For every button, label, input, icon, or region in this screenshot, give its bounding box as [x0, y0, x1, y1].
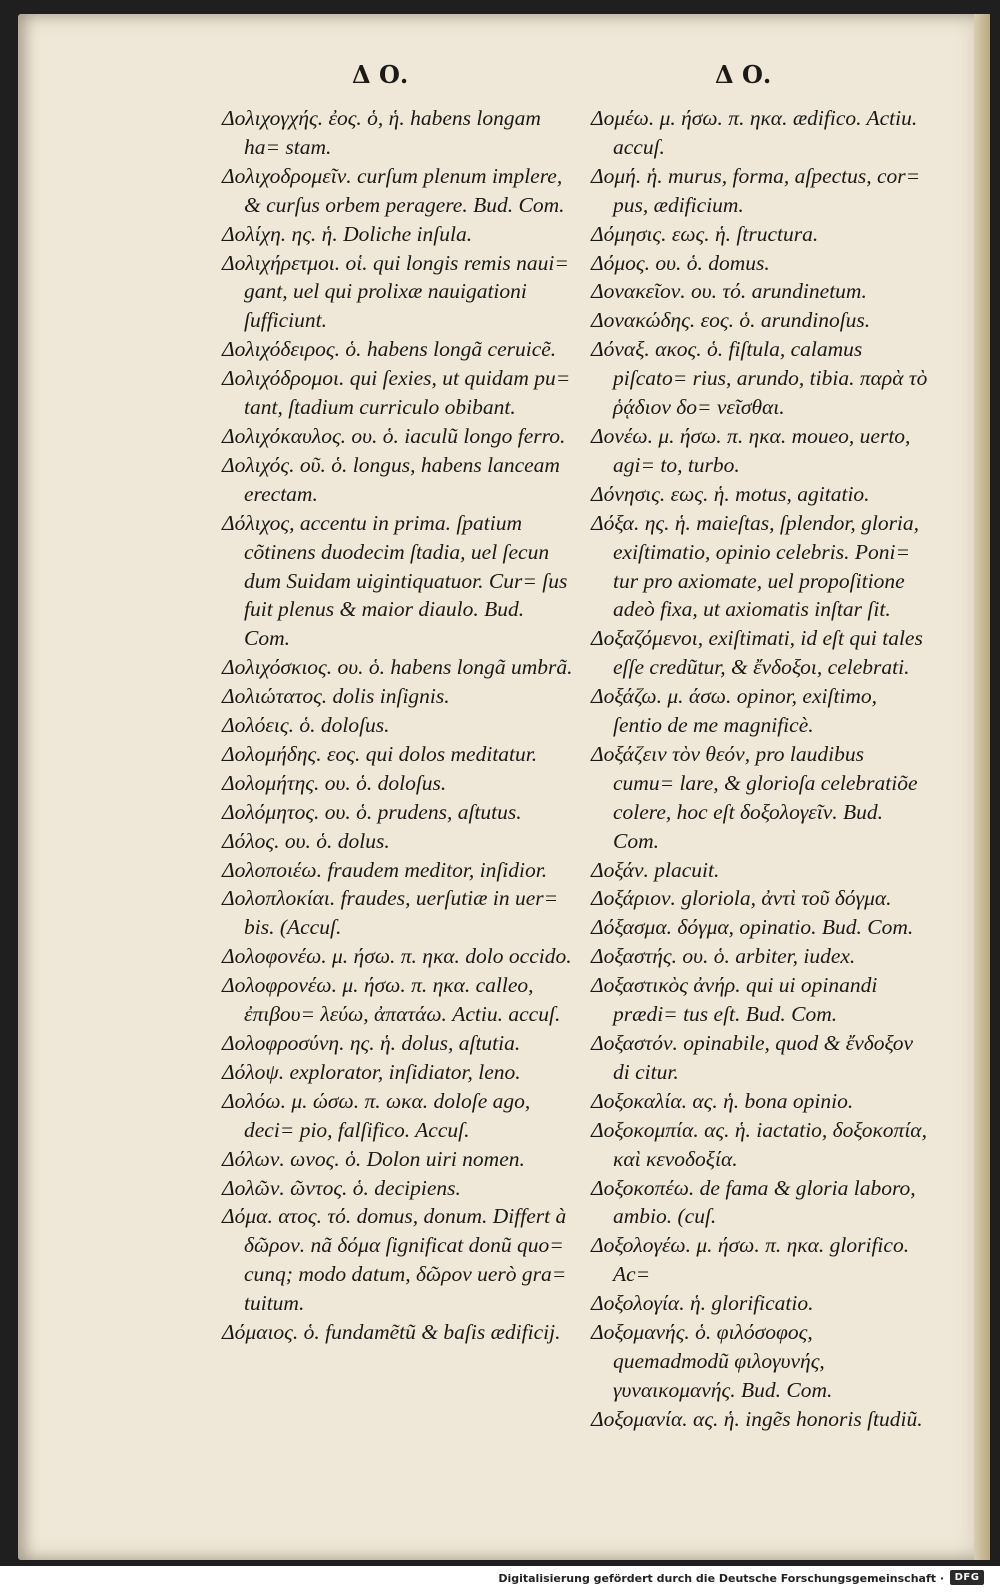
dictionary-entry: Δόμος. ου. ὁ. domus. — [591, 250, 770, 275]
dictionary-entry: Δοξάριον. gloriola, ἀντὶ τοῦ δόγμα. — [591, 886, 892, 911]
dictionary-entry: Δόμησις. εως. ἡ. ſtructura. — [591, 221, 819, 246]
dictionary-entry: Δόμαιος. ὁ. fundamẽtũ & baſis ædificij. — [222, 1320, 561, 1345]
dictionary-entry: Δολιχόσκιος. ου. ὁ. habens longã umbrã. — [222, 655, 573, 680]
dictionary-entry: Δοξολογία. ἡ. glorificatio. — [591, 1291, 814, 1316]
dfg-logo: DFG — [950, 1570, 984, 1585]
dictionary-entry: Δοξοκομπία. ας. ἡ. iactatio, δοξοκοπία, καὶ κενοδοξία. — [591, 1117, 927, 1171]
running-header-left: Δ Ο. — [352, 60, 409, 89]
dictionary-entry: Δονακώδης. εος. ὁ. arundinoſus. — [591, 308, 871, 333]
running-header-right: Δ Ο. — [715, 60, 772, 89]
dictionary-entry: Δολίχη. ης. ἡ. Doliche inſula. — [222, 221, 473, 246]
dictionary-entry: Δολιώτατος. dolis inſignis. — [222, 684, 450, 709]
dictionary-entry: Δόμα. ατος. τό. domus, donum. Differt à δῶρον. nã δόμα ſignificat donũ quo= cunq; modo datum, δῶρον uerò gra= tuitum. — [222, 1204, 567, 1316]
dictionary-entry: Δόλιχος, accentu in prima. ſpatium cõtinens duodecim ſtadia, uel ſecun dum Suidam uigintiquatuor. Cur= ſus fuit plenus & maior diaulo. Bud. Com. — [222, 510, 568, 651]
dictionary-entry: Δολομήτης. ου. ὁ. doloſus. — [222, 770, 447, 795]
dictionary-entry: Δοξομανής. ὁ. φιλόσοφος, quemadmodũ φιλογυνής, γυναικομανής. Bud. Com. — [591, 1320, 833, 1402]
dictionary-entry: Δολοποιέω. fraudem meditor, inſidior. — [222, 857, 548, 882]
dictionary-entry: Δόνησις. εως. ἡ. motus, agitatio. — [591, 481, 870, 506]
dictionary-entry: Δολόεις. ὁ. doloſus. — [222, 713, 390, 738]
dictionary-entry: Δολιχόκαυλος. ου. ὁ. iaculũ longo ferro. — [222, 423, 566, 448]
page-edge — [974, 14, 990, 1560]
dictionary-entry: Δολιχογχής. ἐος. ὁ, ἡ. habens longam ha= stam. — [222, 106, 541, 159]
dictionary-entry: Δόλων. ωνος. ὁ. Dolon uiri nomen. — [222, 1146, 525, 1171]
dictionary-entry: Δονέω. μ. ήσω. π. ηκα. moueo, uerto, agi= to, turbo. — [591, 423, 911, 477]
dictionary-entry: Δοξοκαλία. ας. ἡ. bona opinio. — [591, 1088, 854, 1113]
dictionary-entry: Δόξασμα. δόγμα, opinatio. Bud. Com. — [591, 915, 914, 940]
dictionary-entry: Δόλοψ. explorator, inſidiator, leno. — [222, 1059, 521, 1084]
dictionary-entry: Δοξαστής. ου. ὁ. arbiter, iudex. — [591, 944, 856, 969]
dictionary-entry: Δόξα. ης. ἡ. maieſtas, ſplendor, gloria, exiſtimatio, opinio celebris. Poni= tur pro axiomate, uel propoſitione adeò fixa, ut axiomatis inſtar ſit. — [591, 510, 920, 622]
dictionary-entry: Δολιχόδειρος. ὁ. habens longã ceruicẽ. — [222, 337, 557, 362]
dictionary-entry: Δολιχός. οῦ. ὁ. longus, habens lanceam erectam. — [222, 452, 560, 506]
left-column — [222, 104, 574, 1347]
funding-credit: Digitalisierung gefördert durch die Deutsche Forschungsgemeinschaft · — [498, 1572, 944, 1585]
dictionary-entry: Δομή. ἡ. murus, forma, aſpectus, cor= pus, ædificium. — [591, 163, 921, 217]
dictionary-entry: Δοξοκοπέω. de fama & gloria laboro, ambio. (cuſ. — [591, 1175, 916, 1229]
dictionary-entry: Δοξαζόμενοι, exiſtimati, id eſt qui tales eſſe credũtur, & ἔνδοξοι, celebrati. — [591, 626, 923, 680]
dictionary-entry: Δοξαστικὸς ἀνήρ. qui ui opinandi prædi= tus eſt. Bud. Com. — [591, 973, 878, 1027]
dictionary-entry: Δοξομανία. ας. ἡ. ingẽs honoris ſtudiũ. — [591, 1406, 923, 1431]
dictionary-entry: Δολόω. μ. ώσω. π. ωκα. doloſe ago, deci= pio, falſifico. Accuſ. — [222, 1088, 531, 1142]
dictionary-entry: Δολοφονέω. μ. ήσω. π. ηκα. dolo occido. — [222, 944, 572, 969]
dictionary-entry: Δολοφροσύνη. ης. ἡ. dolus, aſtutia. — [222, 1031, 521, 1055]
dictionary-entry: Δονακεῖον. ου. τό. arundinetum. — [591, 279, 867, 304]
dictionary-entry: Δολοπλοκίαι. fraudes, uerſutiæ in uer= bis. (Accuſ. — [222, 886, 559, 940]
dictionary-entry: Δομέω. μ. ήσω. π. ηκα. ædifico. Actiu. accuſ. — [591, 106, 918, 159]
dictionary-entry: Δοξάζω. μ. άσω. opinor, exiſtimo, ſentio de me magnificè. — [591, 684, 878, 738]
dictionary-entry: Δόλος. ου. ὁ. dolus. — [222, 828, 390, 853]
dictionary-entry: Δόναξ. ακος. ὁ. fiſtula, calamus piſcato= rius, arundo, tibia. παρὰ τὸ ῥᾴδιον δο= νεῖσθαι. — [591, 337, 928, 420]
dictionary-entry: Δοξάζειν τὸν θεόν, pro laudibus cumu= lare, & glorioſa celebratiõe colere, hoc eſt δοξολογεῖν. Bud. Com. — [591, 741, 918, 853]
dictionary-entry: Δοξολογέω. μ. ήσω. π. ηκα. glorifico. Ac= — [591, 1233, 910, 1287]
dictionary-entry: Δολομήδης. εος. qui dolos meditatur. — [222, 741, 538, 766]
dictionary-entry: Δολόμητος. ου. ὁ. prudens, aſtutus. — [222, 799, 522, 824]
dictionary-entry: Δολιχήρετμοι. οἱ. qui longis remis naui= gant, uel qui prolixæ nauigationi ſufficiunt. — [222, 250, 569, 333]
dictionary-entry: Δολῶν. ῶντος. ὁ. decipiens. — [222, 1175, 461, 1200]
dictionary-entry: Δολιχόδρομοι. qui ſexies, ut quidam pu= tant, ſtadium curriculo obibant. — [222, 366, 571, 420]
dictionary-entry: Δοξάν. placuit. — [591, 857, 720, 882]
right-column — [591, 104, 929, 1434]
dictionary-entry: Δολιχοδρομεῖν. curſum plenum implere, & curſus orbem peragere. Bud. Com. — [222, 163, 565, 217]
dictionary-entry: Δοξαστόν. opinabile, quod & ἔνδοξον di citur. — [591, 1031, 914, 1084]
dictionary-entry: Δολοφρονέω. μ. ήσω. π. ηκα. calleo, ἐπιβου= λεύω, ἀπατάω. Actiu. accuſ. — [222, 973, 561, 1027]
